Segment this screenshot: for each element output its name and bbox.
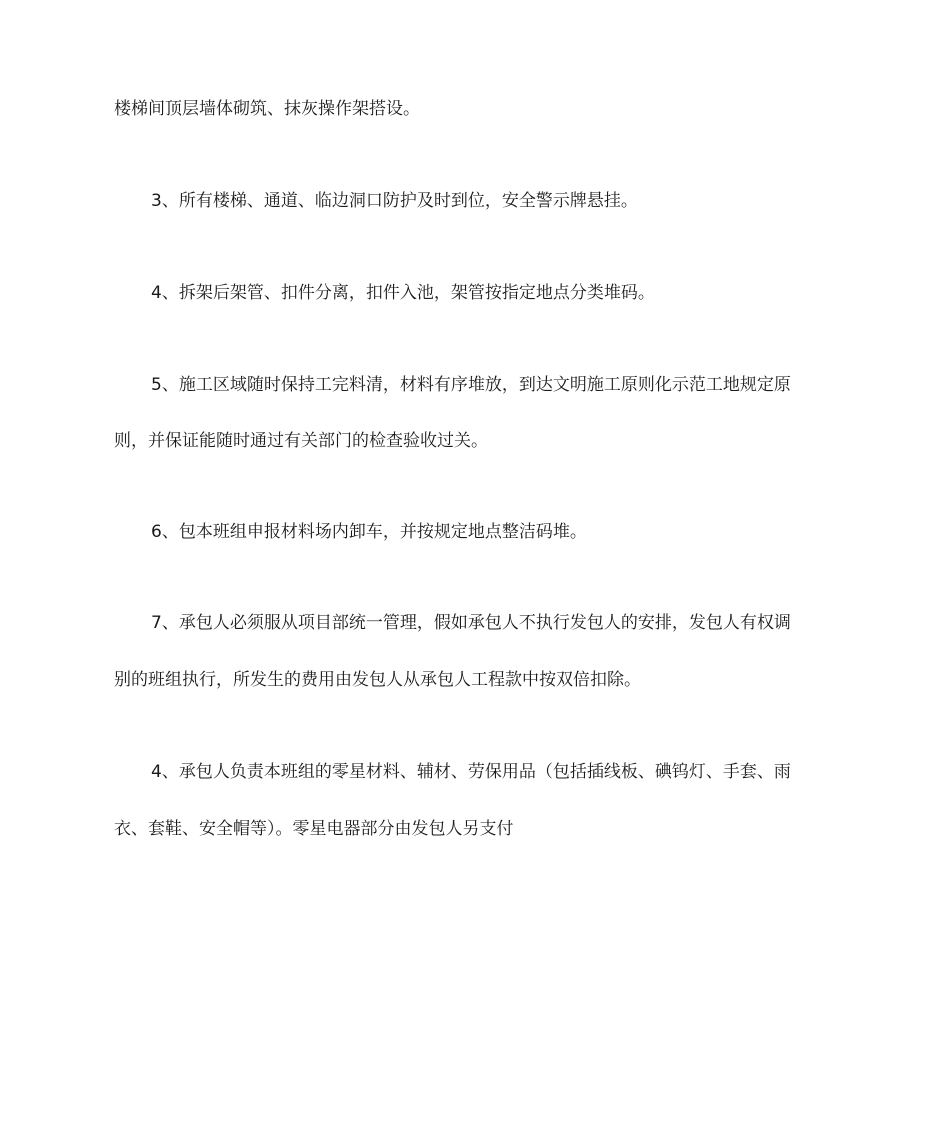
paragraph-line: 则，并保证能随时通过有关部门的检查验收过关。 [114, 431, 488, 451]
paragraph-line: 4、拆架后架管、扣件分离，扣件入池，架管按指定地点分类堆码。 [151, 283, 655, 303]
paragraph-line: 别的班组执行，所发生的费用由发包人从承包人工程款中按双倍扣除。 [114, 670, 641, 690]
paragraph-line: 楼梯间顶层墙体砌筑、抹灰操作架搭设。 [114, 99, 420, 119]
paragraph-line: 衣、套鞋、安全帽等）。零星电器部分由发包人另支付 [114, 819, 514, 839]
paragraph-line: 6、包本班组申报材料场内卸车，并按规定地点整洁码堆。 [151, 522, 587, 542]
paragraph-line: 7、承包人必须服从项目部统一管理，假如承包人不执行发包人的安排，发包人有权调 [151, 613, 791, 633]
paragraph-line: 5、施工区域随时保持工完料清，材料有序堆放，到达文明施工原则化示范工地规定原 [151, 375, 791, 395]
paragraph-line: 3、所有楼梯、通道、临边洞口防护及时到位，安全警示牌悬挂。 [151, 191, 638, 211]
paragraph-line: 4、承包人负责本班组的零星材料、辅材、劳保用品（包括插线板、碘钨灯、手套、雨 [151, 762, 791, 782]
